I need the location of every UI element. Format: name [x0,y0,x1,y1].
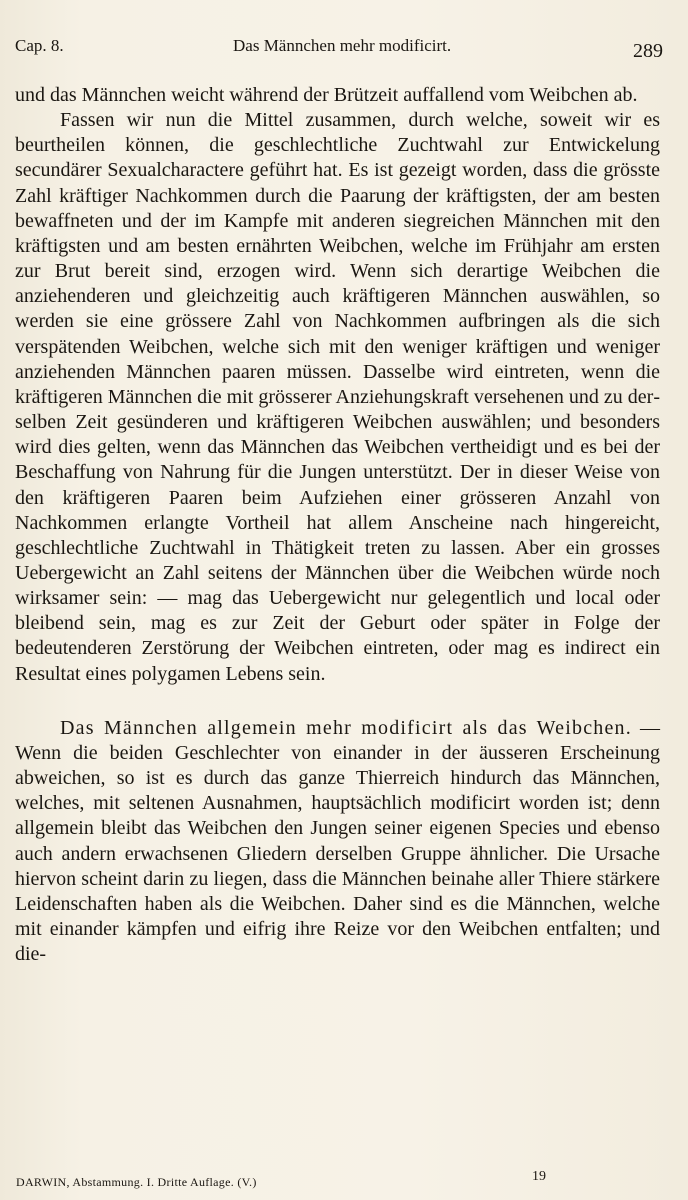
paragraph-continuation: und das Männchen weicht während der Brützeit auffallend vom Weibchen ab. [15,84,638,106]
running-head [15,34,663,64]
section-body: — Wenn die beiden Geschlechter von einander in der äusseren Erscheinung abweichen, so ist es durch das ganze Thierreich hindurch das Männchen, welches, mit seltenen Ausnahmen, hauptsächlich modificirt worden ist; denn allgemein bleibt das Weibchen den Jungen seiner eigenen Species und ebenso auch andern erwachsenen Gliedern derselben Gruppe ähnlicher. Die Ursache hiervon scheint darin zu liegen, dass die Männchen beinahe aller Thiere stärkere Leidenschaften haben als die Weibchen. Daher sind es die Männchen, welche mit einander kämpfen und eifrig ihre Reize vor den Weibchen entfalten; und die- [15,716,660,966]
body-text [15,83,660,967]
section-heading: Das Männchen allgemein mehr modificirt als das Weibchen. [60,716,632,739]
sheet-number: 19 [532,1169,546,1184]
chapter-label: Cap. 8. [15,36,64,55]
page-number: 289 [633,40,663,62]
paragraph-section [15,716,660,968]
running-title: Das Männchen mehr modificirt. [233,36,452,55]
signature-line: DARWIN, Abstammung. I. Dritte Auflage. (V.) [16,1175,257,1189]
paragraph-summary: Fassen wir nun die Mittel zusammen, durch welche, soweit wir es beurtheilen können, die geschlechtliche Zuchtwahl zur Entwickelung secundärer Sexualcharactere geführt hat. Es ist gezeigt worden, dass die grösste Zahl kräftiger Nachkommen durch die Paarung der kräftigsten, der am besten bewaffneten und der im Kampfe mit anderen siegreichen Männchen mit den kräftigsten und am besten ernährten Weibchen, welche im Frühjahr am ersten zur Brut bereit sind, erzogen wird. Wenn sich derartige Weibchen die anziehenderen und gleichzeitig auch kräftigeren Männchen auswählen, so werden sie eine grössere Zahl von Nachkommen aufbringen als die sich verspätenden Weibchen, welche sich mit den weniger kräftigen und weniger anziehenden Männchen paaren müssen. Dasselbe wird eintreten, wenn die kräftigeren Männchen die mit grösserer Anziehungskraft versehenen und zu derselben Zeit gesünderen und kräftigeren Weibchen auswählen; und besonders wird dies gelten, wenn das Männchen das Weibchen vertheidigt und es bei der Beschaffung von Nahrung für die Jungen unterstützt. Der in dieser Weise von den kräftigeren Paaren beim Aufziehen einer grösseren Anzahl von Nachkommen erlangte Vortheil hat allem Anscheine nach hingereicht, geschlechtliche Zuchtwahl in Thätigkeit treten zu lassen. Aber ein grosses Uebergewicht an Zahl seitens der Männchen über die Weibchen würde noch wirksamer sein: — mag das Uebergewicht nur gelegentlich und local oder bleibend sein, mag es zur Zeit der Geburt oder später in Folge der bedeutenderen Zerstörung der Weibchen eintreten, oder mag es indirect ein Resultat eines polygamen Lebens sein. [15,109,660,685]
page-footer [16,1169,658,1191]
